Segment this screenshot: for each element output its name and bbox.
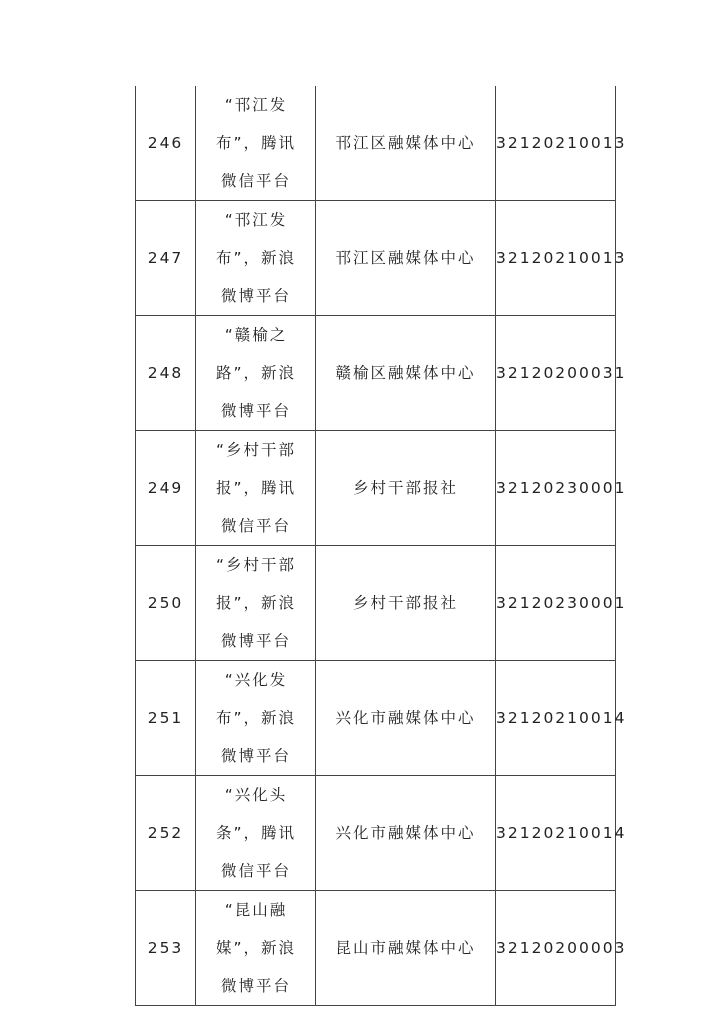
license-code: 32120210013 [496, 201, 616, 316]
organization: 兴化市融媒体中心 [316, 661, 496, 776]
row-number: 246 [136, 86, 196, 201]
organization: 兴化市融媒体中心 [316, 776, 496, 891]
account-name-text: “兴化头条”，腾讯微信平台 [215, 786, 297, 880]
account-name-text: “邗江发布”，新浪微博平台 [215, 211, 297, 305]
table-row [136, 546, 616, 661]
license-code: 32120200003 [496, 891, 616, 1006]
row-number: 252 [136, 776, 196, 891]
registry-table [135, 86, 627, 1006]
account-name-text: “邗江发布”，腾讯微信平台 [215, 96, 297, 190]
table-row [136, 316, 616, 431]
account-name [196, 431, 316, 546]
organization: 邗江区融媒体中心 [316, 201, 496, 316]
account-name-text: “赣榆之路”，新浪微博平台 [215, 326, 297, 420]
account-name [196, 546, 316, 661]
table-row [136, 891, 616, 1006]
table-row [136, 431, 616, 546]
table-row [136, 86, 616, 201]
license-code: 32120230001 [496, 431, 616, 546]
organization: 乡村干部报社 [316, 431, 496, 546]
row-number: 249 [136, 431, 196, 546]
table-row [136, 201, 616, 316]
license-code: 32120200031 [496, 316, 616, 431]
row-number: 247 [136, 201, 196, 316]
row-number: 251 [136, 661, 196, 776]
account-name-text: “乡村干部报”，新浪微博平台 [215, 556, 297, 650]
account-name [196, 316, 316, 431]
table-row [136, 661, 616, 776]
row-number: 248 [136, 316, 196, 431]
organization: 赣榆区融媒体中心 [316, 316, 496, 431]
account-name-text: “乡村干部报”，腾讯微信平台 [215, 441, 297, 535]
organization: 邗江区融媒体中心 [316, 86, 496, 201]
license-code: 32120230001 [496, 546, 616, 661]
row-number: 253 [136, 891, 196, 1006]
license-code: 32120210014 [496, 661, 616, 776]
license-code: 32120210014 [496, 776, 616, 891]
account-name [196, 776, 316, 891]
account-name [196, 86, 316, 201]
account-name [196, 201, 316, 316]
account-name [196, 891, 316, 1006]
organization: 昆山市融媒体中心 [316, 891, 496, 1006]
account-name-text: “昆山融媒”，新浪微博平台 [215, 901, 297, 995]
license-code: 32120210013 [496, 86, 616, 201]
organization: 乡村干部报社 [316, 546, 496, 661]
table-row [136, 776, 616, 891]
account-name-text: “兴化发布”，新浪微博平台 [215, 671, 297, 765]
account-name [196, 661, 316, 776]
row-number: 250 [136, 546, 196, 661]
